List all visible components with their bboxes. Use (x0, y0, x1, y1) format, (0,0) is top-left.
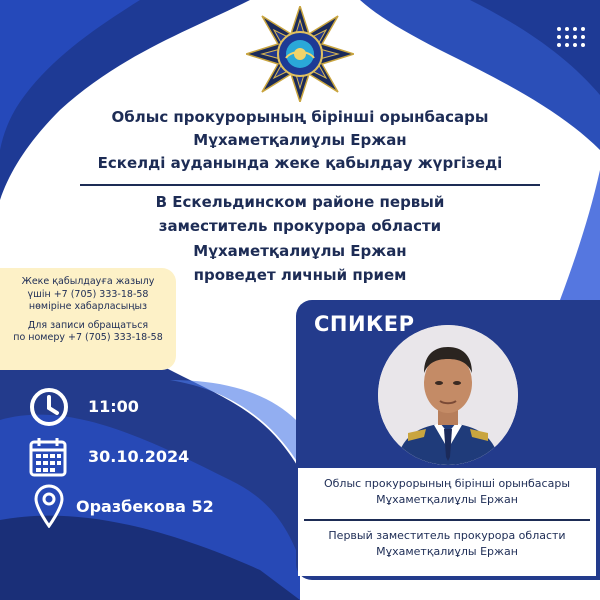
heading-ru-line: Мұхаметқалиұлы Ержан (193, 242, 407, 260)
dots-grid-icon (556, 26, 586, 48)
calendar-icon (28, 436, 68, 478)
speaker-kz-line: Облыс прокурорының бірінші орынбасары (323, 477, 571, 490)
speaker-info-card (298, 468, 596, 576)
speaker-divider (304, 519, 590, 521)
speaker-kz-line: Мұхаметқалиұлы Ержан (376, 493, 518, 506)
registration-note (0, 268, 176, 370)
speaker-portrait (378, 325, 518, 465)
speaker-ru-line: Первый заместитель прокурора области (328, 529, 566, 542)
heading-kz-line: Ескелді ауданында жеке қабылдау жүргізеді (97, 154, 503, 172)
time-text: 11:00 (88, 397, 139, 416)
heading-divider (80, 184, 540, 186)
date-text: 30.10.2024 (88, 447, 190, 466)
note-kz-line: нөміріне хабарласыңыз (28, 301, 148, 312)
speaker-title: СПИКЕР (314, 312, 415, 336)
heading-ru-line: В Ескельдинском районе первый (155, 193, 445, 211)
heading-kz-line: Мұхаметқалиұлы Ержан (193, 131, 407, 149)
note-ru-line: по номеру +7 (705) 333-18-58 (13, 332, 163, 343)
note-ru-line: Для записи обращаться (27, 319, 149, 331)
heading-ru-line: заместитель прокурора области (158, 217, 442, 235)
address-text: Оразбекова 52 (76, 497, 214, 516)
note-kz-line: үшін +7 (705) 333-18-58 (27, 288, 149, 300)
note-kz-line: Жеке қабылдауға жазылу (21, 276, 155, 287)
clock-icon (28, 386, 70, 428)
location-pin-icon (34, 484, 64, 528)
speaker-ru-line: Мұхаметқалиұлы Ержан (376, 545, 518, 558)
prosecutor-star-emblem-icon (246, 6, 354, 102)
heading-kz-line: Облыс прокурорының бірінші орынбасары (111, 108, 489, 126)
heading-ru-line: проведет личный прием (193, 266, 407, 284)
